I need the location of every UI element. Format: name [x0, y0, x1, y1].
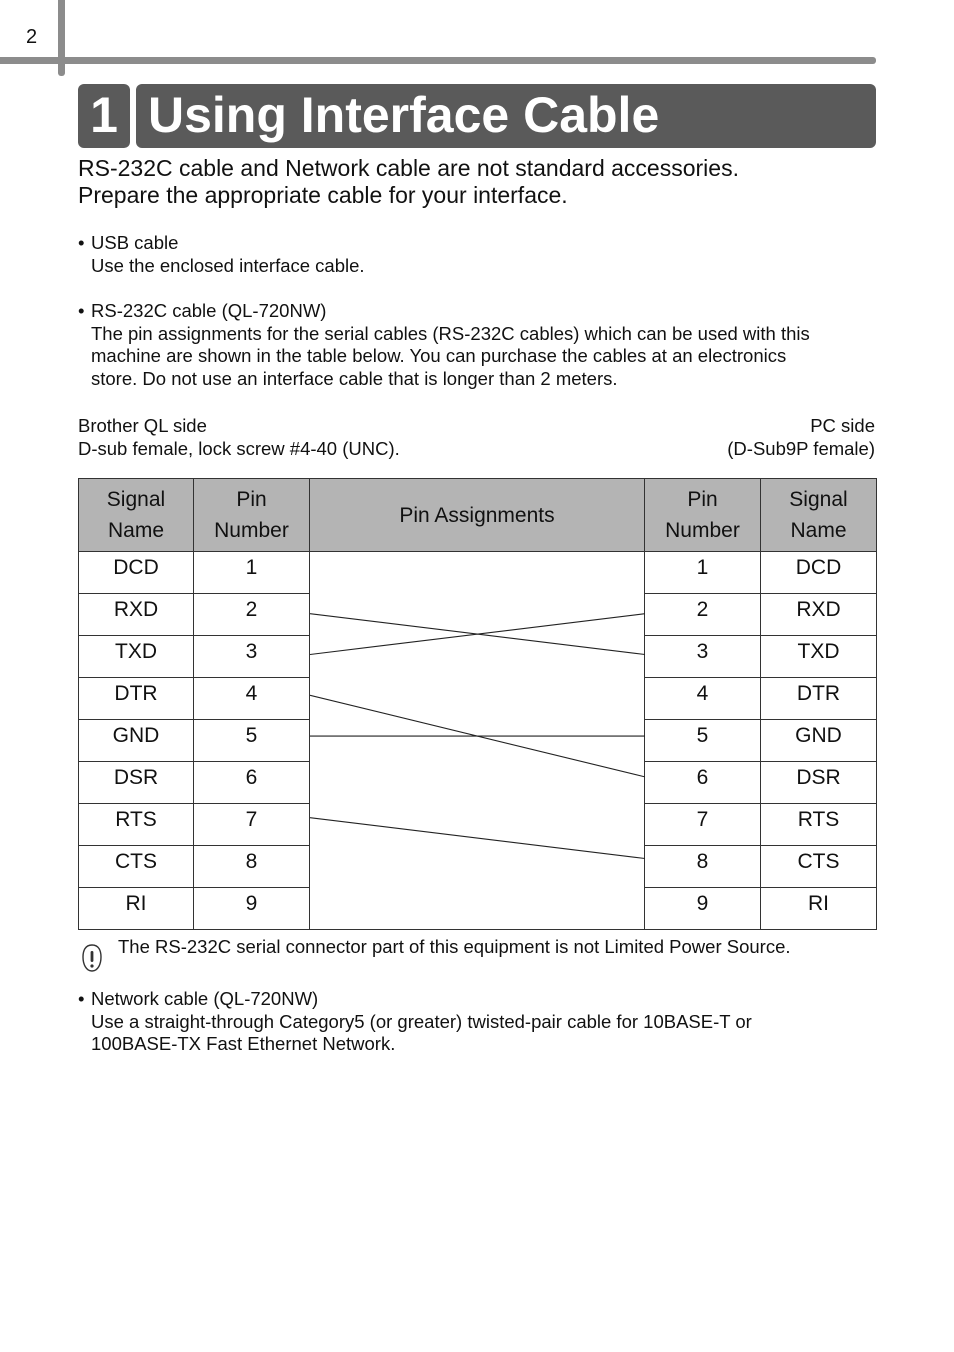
right-signal: CTS — [761, 846, 877, 888]
rs232-body — [78, 323, 810, 391]
wire-7-to-8 — [310, 818, 645, 859]
left-signal: CTS — [79, 846, 194, 888]
left-pin: 7 — [194, 804, 310, 846]
right-pin: 5 — [645, 720, 761, 762]
right-pin: 1 — [645, 552, 761, 594]
bullet-icon: • — [78, 300, 85, 321]
left-signal: RI — [79, 888, 194, 930]
left-pin: 5 — [194, 720, 310, 762]
usb-section — [78, 232, 365, 277]
side-label-line: Brother QL side — [78, 415, 207, 436]
pin-assignment-table — [78, 478, 877, 930]
caution-note-text: The RS-232C serial connector part of this equipment is not Limited Power Source. — [118, 936, 791, 957]
header-text: Number — [214, 519, 289, 542]
chapter-number: 1 — [78, 84, 130, 148]
left-signal: GND — [79, 720, 194, 762]
right-pin: 4 — [645, 678, 761, 720]
header-text: Signal — [106, 488, 166, 511]
header-pin-number-right — [645, 479, 761, 552]
bullet-icon: • — [78, 232, 85, 253]
side-label-line: D-sub female, lock screw #4-40 (UNC). — [78, 437, 400, 459]
page-number: 2 — [26, 26, 38, 48]
caution-icon — [80, 943, 104, 973]
bullet-icon: • — [78, 988, 85, 1009]
table-header-row — [79, 479, 877, 552]
chapter-title: Using Interface Cable — [136, 84, 876, 148]
side-label-line: PC side — [810, 415, 875, 436]
header-signal-name-left — [79, 479, 194, 552]
pc-side-label — [727, 415, 875, 460]
table-row — [79, 552, 877, 594]
left-signal: DTR — [79, 678, 194, 720]
margin-rule-horizontal — [0, 57, 876, 64]
right-pin: 3 — [645, 636, 761, 678]
left-signal: DCD — [79, 552, 194, 594]
header-pin-number-left — [194, 479, 310, 552]
network-body-line: 100BASE-TX Fast Ethernet Network. — [91, 1033, 396, 1055]
left-signal: TXD — [79, 636, 194, 678]
header-text: Name — [790, 519, 847, 542]
rs232-body-line: The pin assignments for the serial cables (RS-232C cables) which can be used with this — [91, 322, 810, 344]
right-signal: RTS — [761, 804, 877, 846]
rs232-title: RS-232C cable (QL-720NW) — [91, 300, 327, 321]
network-body-line: Use a straight-through Category5 (or greater) twisted-pair cable for 10BASE-T or — [91, 1010, 752, 1032]
right-signal: DTR — [761, 678, 877, 720]
rs232-section — [78, 300, 810, 390]
left-pin: 1 — [194, 552, 310, 594]
network-section — [78, 988, 752, 1056]
intro-line: Prepare the appropriate cable for your interface. — [78, 182, 568, 208]
right-signal: RXD — [761, 594, 877, 636]
network-heading — [78, 988, 752, 1011]
usb-title: USB cable — [91, 232, 179, 253]
rs232-heading — [78, 300, 810, 323]
right-pin: 6 — [645, 762, 761, 804]
right-pin: 2 — [645, 594, 761, 636]
right-signal: RI — [761, 888, 877, 930]
rs232-body-line: store. Do not use an interface cable that is longer than 2 meters. — [91, 367, 618, 389]
intro-paragraph — [78, 155, 739, 209]
right-pin: 9 — [645, 888, 761, 930]
left-signal: DSR — [79, 762, 194, 804]
header-signal-name-right — [761, 479, 877, 552]
header-text: Signal — [789, 488, 848, 511]
side-label-line: (D-Sub9P female) — [727, 437, 875, 459]
usb-body — [78, 255, 365, 278]
left-signal: RXD — [79, 594, 194, 636]
left-pin: 8 — [194, 846, 310, 888]
intro-line: RS-232C cable and Network cable are not standard accessories. — [78, 155, 739, 181]
header-text: Pin — [687, 488, 718, 511]
left-pin: 3 — [194, 636, 310, 678]
right-signal: GND — [761, 720, 877, 762]
header-pin-assignments: Pin Assignments — [310, 479, 645, 552]
right-pin: 8 — [645, 846, 761, 888]
usb-body-line: Use the enclosed interface cable. — [91, 254, 365, 276]
left-pin: 6 — [194, 762, 310, 804]
right-signal: DCD — [761, 552, 877, 594]
left-signal: RTS — [79, 804, 194, 846]
header-text: Name — [107, 519, 165, 542]
network-title: Network cable (QL-720NW) — [91, 988, 319, 1009]
margin-rule-vertical — [58, 0, 65, 76]
left-pin: 9 — [194, 888, 310, 930]
right-pin: 7 — [645, 804, 761, 846]
left-pin: 2 — [194, 594, 310, 636]
right-signal: TXD — [761, 636, 877, 678]
left-pin: 4 — [194, 678, 310, 720]
header-text: Pin — [236, 488, 267, 511]
network-body — [78, 1011, 752, 1056]
wiring-cell — [310, 552, 645, 930]
usb-heading — [78, 232, 365, 255]
brother-side-label — [78, 415, 400, 460]
header-text: Number — [665, 519, 740, 542]
wiring-diagram — [310, 552, 645, 920]
rs232-body-line: machine are shown in the table below. You can purchase the cables at an electronics — [91, 345, 787, 367]
right-signal: DSR — [761, 762, 877, 804]
